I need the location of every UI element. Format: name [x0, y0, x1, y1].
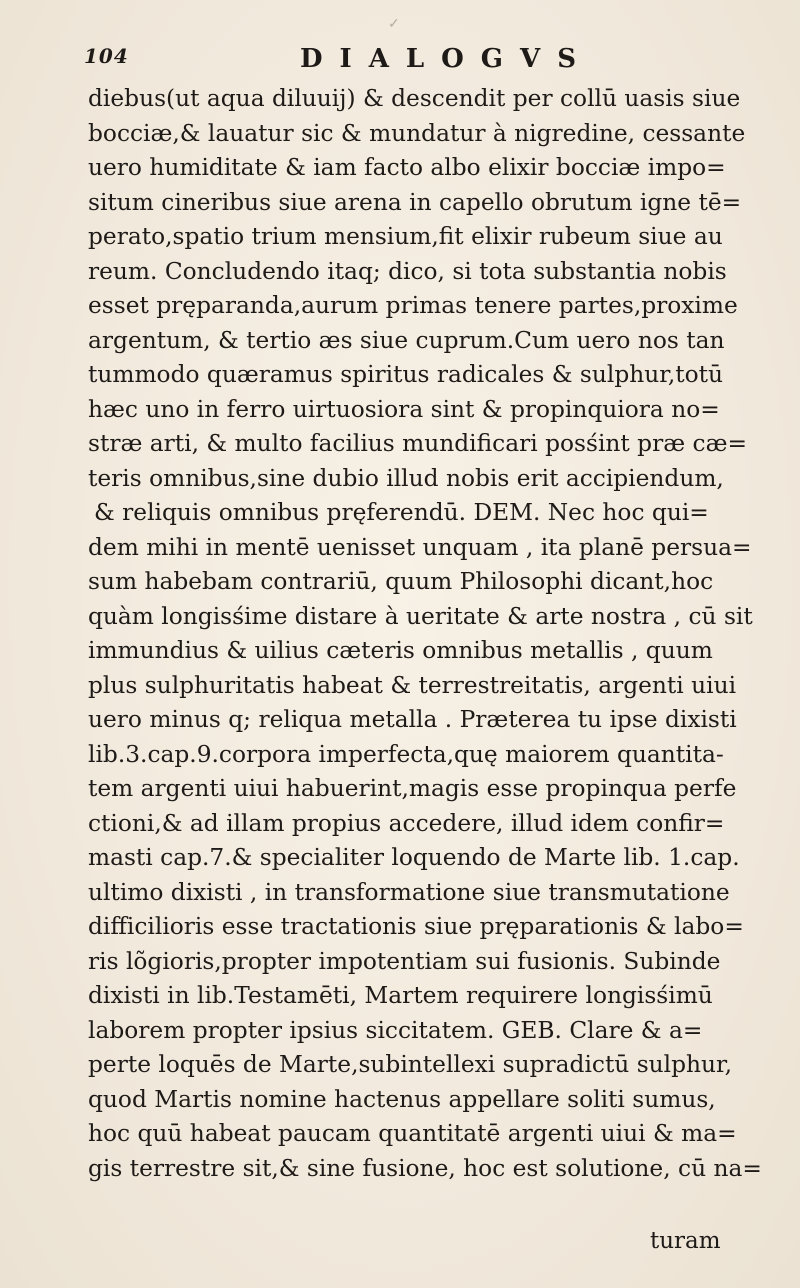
page-number: 104	[84, 44, 129, 68]
text-line: perte loquēs de Marte,subintellexi supradictū sulphur,	[88, 1051, 733, 1078]
text-line: hoc quū habeat paucam quantitatē argenti uiui & ma=	[88, 1120, 737, 1147]
text-line: argentum, & tertio æs siue cuprum.Cum uero nos tan	[88, 326, 725, 354]
text-line: reum. Concludendo itaq; dico, si tota substantia nobis	[88, 257, 727, 285]
text-line: sum habebam contrariū, quum Philosophi dicant,hoc	[88, 568, 714, 595]
text-line: difficilioris esse tractationis siue pręparationis & labo=	[88, 913, 744, 940]
text-line: immundius & uilius cæteris omnibus metallis , quum	[88, 637, 713, 664]
text-line: uero humiditate & iam facto albo elixir bocciæ impo=	[88, 154, 726, 181]
text-line: diebus(ut aqua diluuij) & descendit per collū uasis siue	[88, 85, 741, 112]
catchword: turam	[650, 1228, 721, 1254]
text-line: quàm longisśime distare à ueritate & arte nostra , cū sit	[88, 602, 753, 630]
text-line: bocciæ,& lauatur sic & mundatur à nigredine, cessante	[88, 119, 746, 147]
text-line: ctioni,& ad illam propius accedere, illud idem confir=	[88, 809, 725, 837]
text-line: dixisti in lib.Testamēti, Martem requirere longisśimū	[88, 982, 713, 1009]
text-line: tummodo quæramus spiritus radicales & sulphur,totū	[88, 361, 723, 388]
text-line: hæc uno in ferro uirtuosiora sint & propinquiora no=	[88, 395, 720, 423]
text-line: lib.3.cap.9.corpora imperfecta,quę maiorem quantita-	[88, 740, 724, 768]
text-line: situm cineribus siue arena in capello obrutum igne tē=	[88, 188, 742, 216]
text-line: perato,spatio trium mensium,fit elixir rubeum siue au	[88, 223, 723, 250]
text-line: ultimo dixisti , in transformatione siue transmutatione	[88, 878, 730, 906]
text-line: tem argenti uiui habuerint,magis esse propinqua perfe	[88, 775, 737, 802]
text-line: uero minus q; reliqua metalla . Præterea tu ipse dixisti	[88, 706, 737, 733]
text-line: dem mihi in mentē uenisset unquam , ita planē persua=	[88, 533, 752, 561]
text-line: laborem propter ipsius siccitatem. GEB. Clare & a=	[88, 1016, 703, 1044]
text-line: esset pręparanda,aurum primas tenere partes,proxime	[88, 292, 738, 319]
text-line: masti cap.7.& specialiter loquendo de Marte lib. 1.cap.	[88, 844, 740, 871]
text-line: quod Martis nomine hactenus appellare soliti sumus,	[88, 1085, 716, 1113]
text-line: gis terrestre sit,& sine fusione, hoc est solutione, cū na=	[88, 1154, 762, 1182]
text-line: teris omnibus,sine dubio illud nobis erit accipiendum,	[88, 464, 724, 492]
text-line: stræ arti, & multo facilius mundificari posśint præ cæ=	[88, 430, 747, 457]
text-line: & reliquis omnibus pręferendū. DEM. Nec hoc qui=	[94, 499, 709, 526]
text-line: ris lõgioris,propter impotentiam sui fusionis. Subinde	[88, 947, 721, 975]
text-block	[88, 82, 764, 1186]
running-title: DIALOGVS	[300, 44, 593, 74]
text-line: plus sulphuritatis habeat & terrestreitatis, argenti uiui	[88, 671, 737, 699]
pencil-mark: ✓	[388, 16, 400, 32]
